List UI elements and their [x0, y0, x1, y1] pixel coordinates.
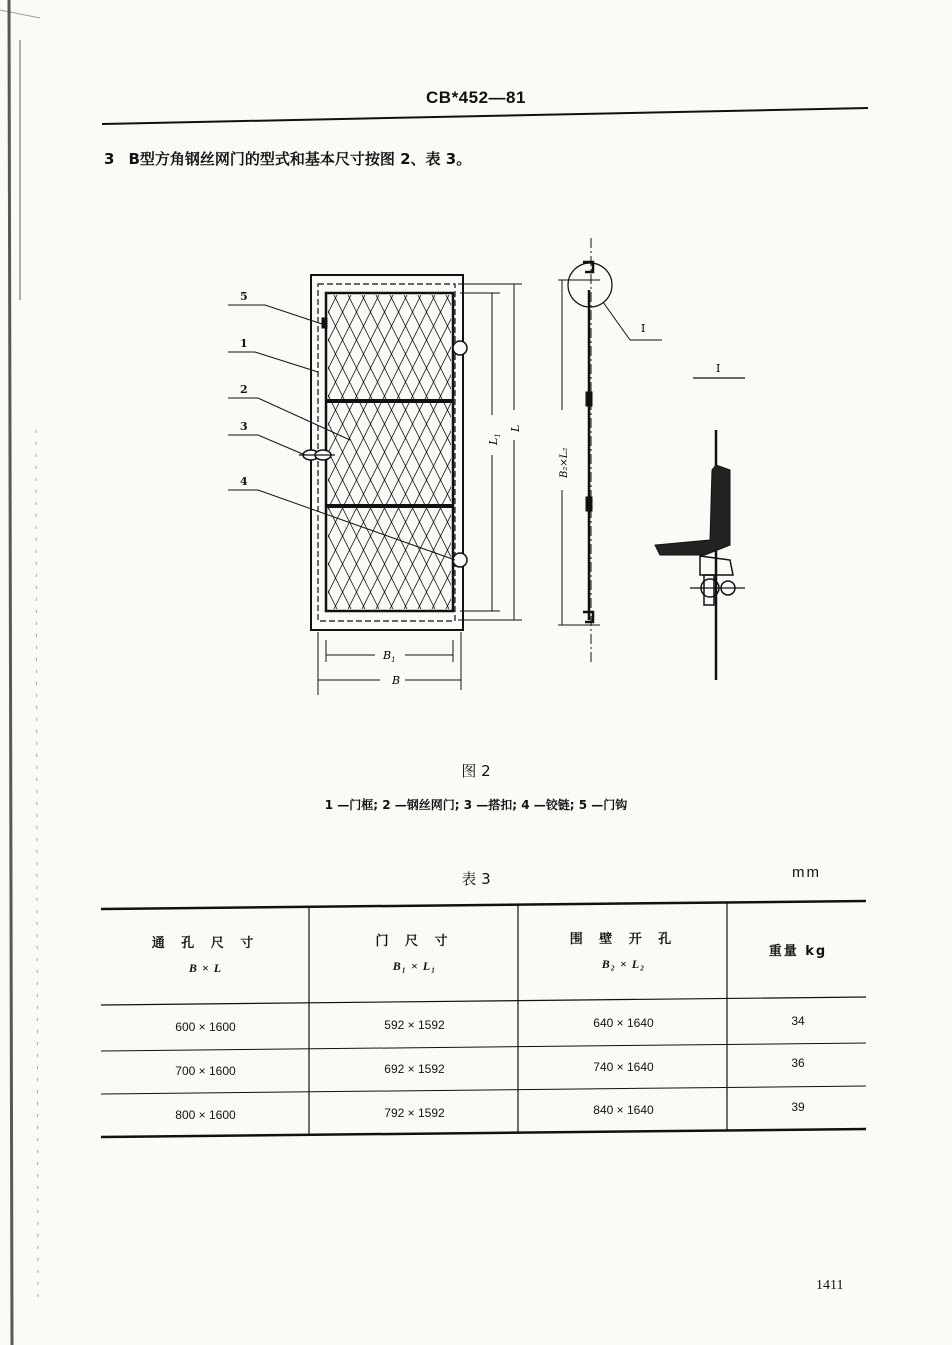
table-cell: 692 × 1592: [384, 1062, 445, 1076]
table-cell: 592 × 1592: [384, 1018, 445, 1032]
header-sub: B₁ × L₁: [392, 959, 437, 973]
header-through-hole: [102, 932, 309, 976]
detail-title: I: [716, 362, 721, 375]
angle-steel-detail: [655, 430, 745, 680]
table-cell: 39: [791, 1100, 805, 1114]
detail-ref-label: I: [641, 322, 646, 335]
dim-label-b: B: [392, 674, 401, 687]
table-title: 表 3: [461, 870, 491, 888]
header-label: 围 壁 开 孔: [569, 932, 678, 947]
header-door-size: [311, 930, 518, 974]
dim-label-l: L: [509, 424, 522, 432]
table-cell: 600 × 1600: [175, 1020, 236, 1034]
page-number: 1411: [816, 1278, 844, 1293]
width-dimensions: [318, 632, 461, 695]
table-unit: mm: [792, 864, 821, 881]
table-cell: 640 × 1640: [593, 1016, 654, 1030]
table-cell: 36: [791, 1056, 805, 1070]
door-front-view: [200, 275, 760, 630]
table-cell: 840 × 1640: [593, 1103, 654, 1117]
callout-1: 1: [240, 337, 248, 350]
header-label: 门 尺 寸: [375, 934, 454, 949]
figure-legend: 1 —门框; 2 —钢丝网门; 3 —搭扣; 4 —铰链; 5 —门钩: [324, 798, 628, 812]
section-text: B型方角钢丝网门的型式和基本尺寸按图 2、表 3。: [128, 150, 472, 168]
header-sub: B₂ × L₂: [601, 957, 646, 971]
figure-caption: 图 2: [461, 762, 491, 780]
callout-2: 2: [240, 383, 248, 396]
height-dimensions: [458, 284, 522, 620]
header-rule: [100, 104, 870, 130]
table-cell: 800 × 1600: [175, 1108, 236, 1122]
header-sub: B × L: [188, 961, 223, 975]
section-heading: [104, 148, 471, 169]
header-wall-opening: [520, 928, 727, 972]
table-cell: 792 × 1592: [384, 1106, 445, 1120]
table-cell: 34: [791, 1014, 805, 1028]
dim-label-b1: $B_1$: [383, 649, 396, 664]
callout-4: 4: [240, 475, 248, 488]
figure-2-drawing: [200, 230, 760, 700]
section-number: 3: [104, 150, 115, 168]
standard-code: CB*452—81: [426, 88, 526, 107]
scan-edge-artifact: [0, 0, 60, 1345]
table-cell: 700 × 1600: [175, 1064, 236, 1078]
callout-5: 5: [240, 290, 248, 303]
table-cell: 740 × 1640: [593, 1060, 654, 1074]
dim-label-b2l2: B₂×L₂: [559, 447, 570, 478]
header-label: 重量 kg: [768, 944, 828, 959]
callout-3: 3: [240, 420, 248, 433]
header-weight: [729, 940, 867, 959]
header-label: 通 孔 尺 寸: [151, 936, 260, 951]
door-side-view: [558, 238, 662, 665]
callout-leaders: [228, 305, 455, 560]
dim-label-l1: $L_1$: [487, 433, 502, 445]
